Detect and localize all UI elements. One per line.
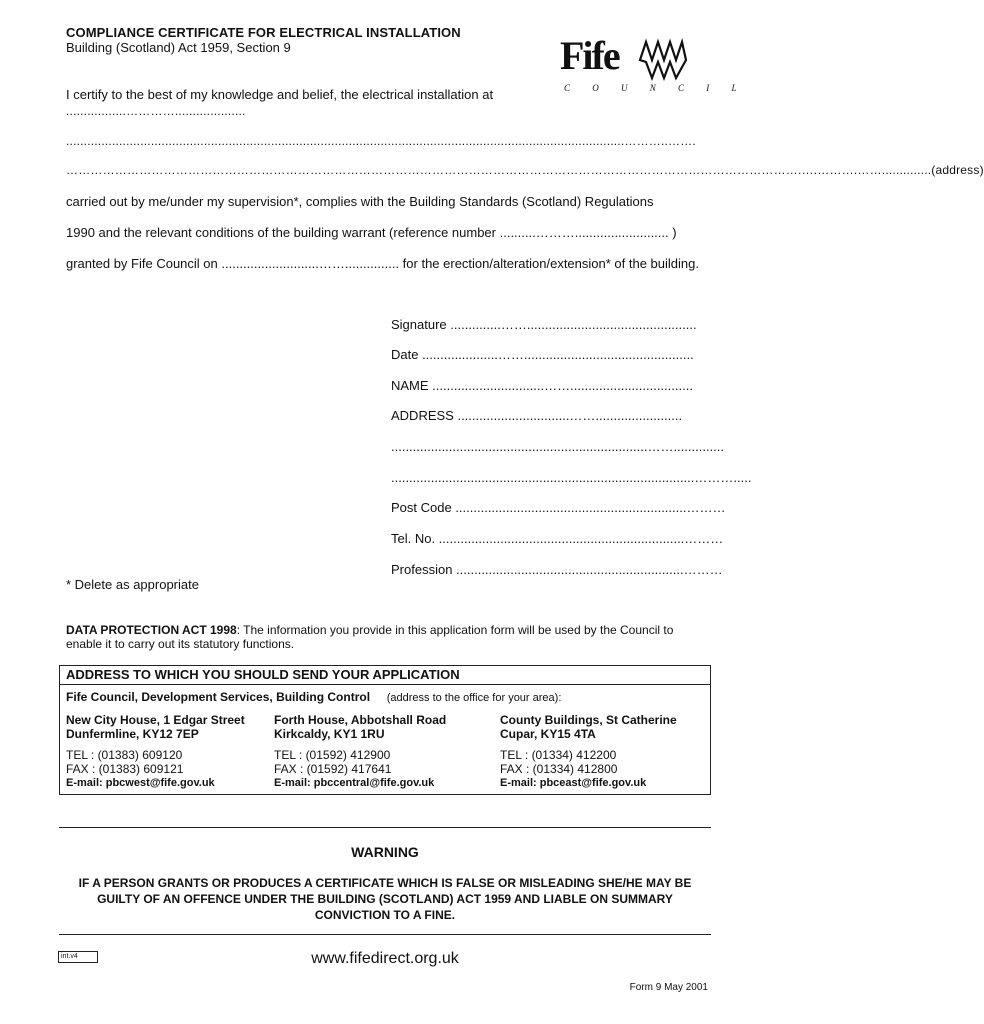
office-tel: TEL : (01383) 609120 — [66, 748, 183, 762]
installation-location-field-2[interactable]: ..............................................................................................................................................................………..……. — [66, 134, 696, 148]
org-note: (address to the office for your area): — [386, 692, 562, 704]
office-fax: FAX : (01592) 417641 — [274, 762, 392, 776]
office-fax: FAX : (01383) 609121 — [66, 762, 184, 776]
office-east — [500, 713, 677, 790]
date-field[interactable]: Date .....................……............................................... — [391, 347, 694, 362]
form-number: Form 9 May 2001 — [629, 982, 708, 993]
office-fax: FAX : (01334) 412800 — [500, 762, 618, 776]
logo-council-text: C O U N C I L — [564, 83, 747, 93]
delete-note: * Delete as appropriate — [66, 577, 199, 592]
office-tel: TEL : (01592) 412900 — [274, 748, 391, 762]
office-address-line1: New City House, 1 Edgar Street — [66, 713, 245, 727]
office-email[interactable]: E-mail: pbcwest@fife.gov.uk — [66, 777, 215, 789]
address-box-header: ADDRESS TO WHICH YOU SHOULD SEND YOUR APPLICATION — [60, 666, 710, 685]
postcode-field[interactable]: Post Code ................................................................……… — [391, 500, 726, 515]
logo-wordmark: Fife — [560, 33, 619, 78]
website-link — [0, 950, 770, 968]
website-text[interactable]: www.fifedirect.org.uk — [311, 950, 459, 967]
signature-field[interactable]: Signature ..............……............................................... — [391, 317, 697, 332]
logo-emblem-icon — [638, 38, 688, 82]
application-address-box — [59, 665, 711, 795]
office-address-line1: Forth House, Abbotshall Road — [274, 713, 447, 727]
version-label: int.v4 — [58, 951, 98, 963]
granted-date-line[interactable]: granted by Fife Council on ...........................……............... for the erection/alteration/extension* of the building. — [66, 256, 699, 271]
office-west — [66, 713, 245, 790]
office-email[interactable]: E-mail: pbceast@fife.gov.uk — [500, 777, 647, 789]
data-protection-text: : The information you provide in this application form will be used by the Council to enable it to carry out its statutory functions. — [66, 623, 674, 651]
certify-statement: I certify to the best of my knowledge and belief, the electrical installation at — [66, 87, 494, 102]
office-address-line2: Kirkcaldy, KY1 1RU — [274, 727, 385, 741]
address-signer-field[interactable]: ADDRESS ...............................……........................ — [391, 408, 683, 423]
warning-title: WARNING — [351, 844, 419, 860]
office-address-line1: County Buildings, St Catherine — [500, 713, 677, 727]
data-protection-notice — [66, 623, 686, 651]
fife-council-logo — [560, 33, 747, 94]
office-address-line2: Dunfermline, KY12 7EP — [66, 727, 199, 741]
address-signer-field-3[interactable]: ....................................................................................………..... — [391, 470, 752, 485]
supervision-statement: carried out by me/under my supervision*, complies with the Building Standards (Scotland) Regulations — [66, 194, 654, 209]
profession-field[interactable]: Profession ...............................................................……… — [391, 562, 723, 577]
org-name: Fife Council, Development Services, Building Control — [66, 690, 371, 704]
installation-location-field[interactable]: .................………….................... — [66, 104, 246, 118]
office-email[interactable]: E-mail: pbccentral@fife.gov.uk — [274, 777, 435, 789]
address-signer-field-2[interactable]: .......................................................................…….............. — [391, 439, 725, 454]
page-title: COMPLIANCE CERTIFICATE FOR ELECTRICAL INSTALLATION — [66, 25, 461, 40]
warning-text: IF A PERSON GRANTS OR PRODUCES A CERTIFICATE WHICH IS FALSE OR MISLEADING SHE/HE MAY BE GUILTY OF AN OFFENCE UNDER THE BUILDING (SCOTLAND) ACT 1959 AND LIABLE ON SUMMARY CONVICTION TO A FINE. — [78, 876, 692, 922]
divider-top — [59, 827, 711, 828]
office-central — [274, 713, 446, 790]
divider-bottom — [59, 934, 711, 935]
office-tel: TEL : (01334) 412200 — [500, 748, 617, 762]
office-address-line2: Cupar, KY15 4TA — [500, 727, 596, 741]
warrant-reference-line[interactable]: 1990 and the relevant conditions of the building warrant (reference number ..........……….......................... ) — [66, 225, 677, 240]
org-line — [66, 690, 561, 705]
tel-field[interactable]: Tel. No. ....................................................................……… — [391, 531, 724, 546]
name-field[interactable]: NAME ...............................…….................................. — [391, 378, 693, 393]
data-protection-heading: DATA PROTECTION ACT 1998 — [66, 623, 237, 637]
page-subtitle: Building (Scotland) Act 1959, Section 9 — [66, 40, 291, 55]
address-field[interactable]: ……………………………………………………………………………………………………………………………………………………………….….……….……..............(address) — [66, 163, 984, 177]
